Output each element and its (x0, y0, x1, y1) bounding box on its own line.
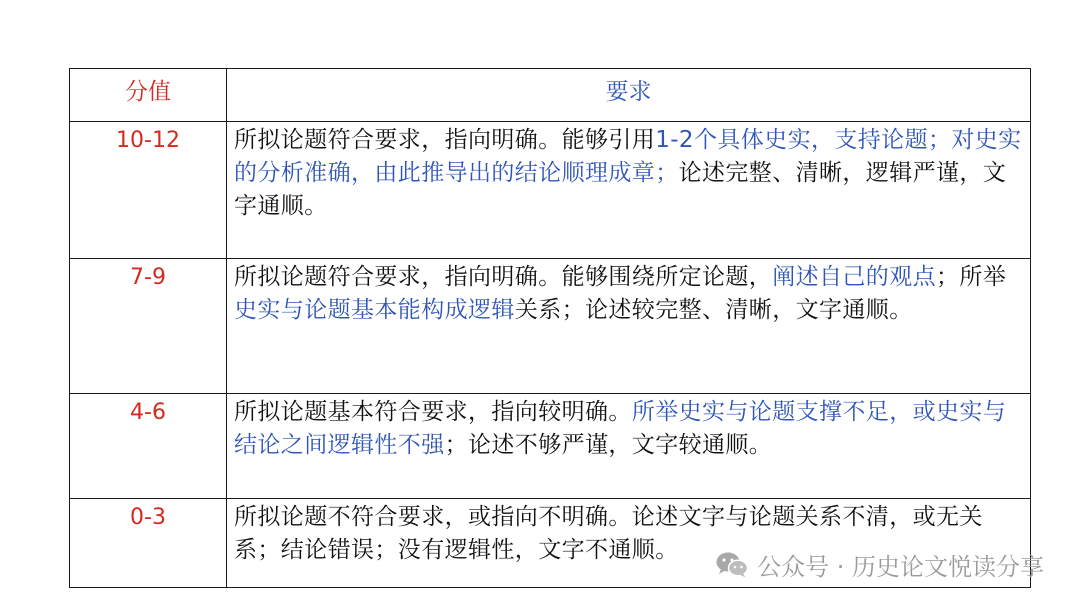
scoring-rubric-table (69, 68, 1031, 588)
wechat-icon (715, 551, 749, 579)
requirement-text: 所拟论题符合要求，指向明确。能够引用 (234, 127, 656, 153)
watermark-text: 公众号 · 历史论文悦读分享 (757, 553, 1044, 581)
score-cell: 4-6 (70, 394, 227, 499)
requirement-cell (227, 259, 1031, 394)
header-score: 分值 (70, 69, 227, 122)
highlighted-text: 所举史实与论题支撑不足，或史实与结论之间逻辑性不强 (234, 399, 1007, 458)
score-cell: 10-12 (70, 122, 227, 259)
table-row (70, 122, 1031, 259)
highlighted-text: 史实与论题基本能构成逻辑 (234, 297, 515, 323)
requirement-text: 所拟论题不符合要求，或指向不明确。论述文字与论题关系不清，或无关系；结论错误；没有逻辑性，文字不通顺。 (234, 504, 983, 563)
requirement-text: 关系；论述较完整、清晰，文字通顺。 (514, 297, 913, 323)
score-cell: 0-3 (70, 499, 227, 588)
requirement-cell (227, 394, 1031, 499)
watermark (715, 547, 1044, 582)
score-cell: 7-9 (70, 259, 227, 394)
requirement-text: 所拟论题基本符合要求，指向较明确。 (234, 399, 632, 425)
table-header-row (70, 69, 1031, 122)
table-row (70, 394, 1031, 499)
requirement-text: ；所举 (936, 264, 1007, 290)
requirement-cell (227, 122, 1031, 259)
requirement-text: 所拟论题符合要求，指向明确。能够围绕所定论题， (234, 264, 773, 290)
requirement-text: ；论述不够严谨，文字较通顺。 (444, 432, 773, 458)
highlighted-text: 1-2个具体史实，支持论题；对史实的分析准确，由此推导出的结论顺理成章； (234, 127, 1022, 186)
highlighted-text: 阐述自己的观点 (772, 264, 937, 290)
requirement-text: 论述完整、清晰，逻辑严谨，文字通顺。 (234, 160, 1007, 219)
table-row (70, 259, 1031, 394)
header-requirement: 要求 (227, 69, 1031, 122)
